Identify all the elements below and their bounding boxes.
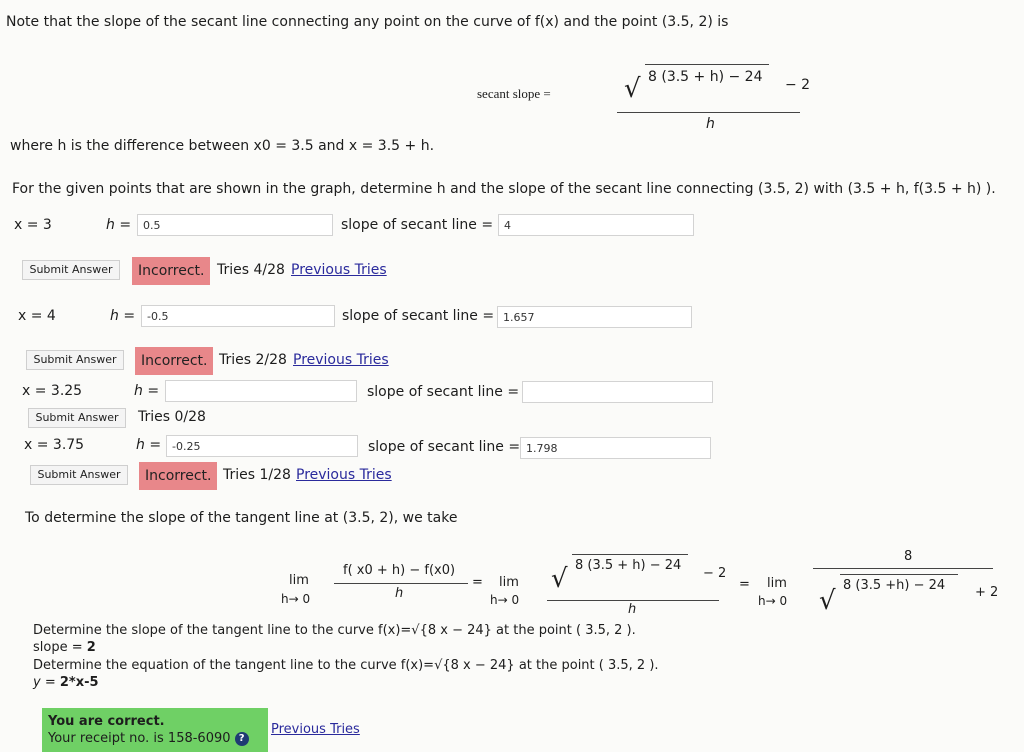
h-to-0-2: h→ 0 [490, 593, 520, 607]
secant-slope-label: secant slope = [477, 86, 551, 101]
slope-answer: 2 [86, 640, 96, 655]
limit-fraction-bar-2 [547, 600, 719, 601]
intro-text: Note that the slope of the secant line connecting any point on the curve of f(x) and the point (3.5, 2) is [6, 14, 729, 30]
row3-x-label: x = 3.25 [22, 383, 83, 399]
row1-slope-input[interactable]: 4 [498, 214, 694, 236]
row2-submit-button[interactable]: Submit Answer [26, 350, 124, 370]
row1-slope-label: slope of secant line = [341, 217, 494, 233]
row4-slope-label: slope of secant line = [368, 439, 521, 455]
limit-fraction-bar-3 [813, 568, 993, 569]
equals-2: = [739, 577, 750, 592]
correct-box [42, 708, 268, 752]
limit-denominator-2: h [628, 602, 637, 617]
limit-fraction-bar-1 [334, 583, 468, 584]
slope-label: slope = [33, 640, 83, 655]
row1-h-label: h = [106, 217, 132, 233]
where-text: where h is the difference between x0 = 3.5 and x = 3.5 + h. [10, 138, 435, 154]
limit-numerator-1: f( x0 + h) − f(x0) [343, 563, 456, 578]
lim-3: lim [767, 576, 787, 591]
limit-minus-two: − 2 [703, 566, 727, 581]
row2-previous-tries-link[interactable]: Previous Tries [293, 352, 389, 368]
row1-previous-tries-link[interactable]: Previous Tries [291, 262, 387, 278]
row1-tries: Tries 4/28 [217, 262, 285, 278]
row2-h-input[interactable]: -0.5 [141, 305, 335, 327]
row2-h-label: h = [110, 308, 136, 324]
row4-previous-tries-link[interactable]: Previous Tries [296, 467, 392, 483]
row3-h-input[interactable] [165, 380, 357, 402]
final-previous-tries-link[interactable]: Previous Tries [271, 722, 360, 737]
limit-radicand-3: 8 (3.5 +h) − 24 [843, 578, 946, 593]
row1-x-label: x = 3 [14, 217, 52, 233]
row4-h-input[interactable]: -0.25 [166, 435, 358, 457]
row3-tries: Tries 0/28 [138, 409, 206, 425]
secant-denominator: h [706, 116, 715, 132]
radical-sign-icon: √ [624, 74, 641, 104]
radical-sign-icon-2: √ [551, 564, 568, 594]
radical-overline-2 [572, 554, 688, 555]
row4-x-label: x = 3.75 [24, 437, 85, 453]
h-to-0-3: h→ 0 [758, 594, 788, 608]
secant-fraction-bar [617, 112, 800, 113]
radical-sign-icon-3: √ [819, 586, 836, 616]
row4-slope-input[interactable]: 1.798 [520, 437, 711, 459]
lim-2: lim [499, 575, 519, 590]
y-label: y = [33, 675, 56, 690]
row3-h-label: h = [134, 383, 160, 399]
h-to-0-1: h→ 0 [281, 592, 311, 606]
row1-submit-button[interactable]: Submit Answer [22, 260, 120, 280]
radical-overline-3 [840, 574, 958, 575]
row4-tries: Tries 1/28 [223, 467, 291, 483]
row4-incorrect-badge: Incorrect. [139, 462, 217, 490]
limit-plus-two: + 2 [975, 585, 999, 600]
limit-numerator-3: 8 [904, 549, 913, 564]
row3-slope-label: slope of secant line = [367, 384, 520, 400]
slope-question: Determine the slope of the tangent line to the curve f(x)=√{8 x − 24} at the point ( 3.5, 2 ). [33, 623, 636, 638]
limit-radicand-2: 8 (3.5 + h) − 24 [575, 558, 682, 573]
row2-slope-input[interactable]: 1.657 [497, 306, 692, 328]
tangent-intro: To determine the slope of the tangent line at (3.5, 2), we take [25, 510, 458, 526]
row2-incorrect-badge: Incorrect. [135, 347, 213, 375]
row4-submit-button[interactable]: Submit Answer [30, 465, 128, 485]
equation-answer-line [33, 675, 99, 690]
correct-title: You are correct. [48, 714, 165, 729]
help-icon[interactable]: ? [235, 732, 249, 746]
instruction-text: For the given points that are shown in the graph, determine h and the slope of the secant line connecting (3.5, 2) with (3.5 + h, f(3.5 + h) ). [12, 181, 996, 197]
row1-h-input[interactable]: 0.5 [137, 214, 333, 236]
lim-1: lim [289, 573, 309, 588]
row2-tries: Tries 2/28 [219, 352, 287, 368]
row2-slope-label: slope of secant line = [342, 308, 495, 324]
row1-incorrect-badge: Incorrect. [132, 257, 210, 285]
limit-denominator-1: h [395, 586, 404, 601]
equation-question: Determine the equation of the tangent line to the curve f(x)=√{8 x − 24} at the point ( 3.5, 2 ). [33, 658, 659, 673]
row3-slope-input[interactable] [522, 381, 713, 403]
equals-1: = [472, 575, 483, 590]
secant-radicand: 8 (3.5 + h) − 24 [648, 69, 763, 85]
row3-submit-button[interactable]: Submit Answer [28, 408, 126, 428]
radical-overline [645, 64, 769, 65]
row2-x-label: x = 4 [18, 308, 56, 324]
secant-minus-two: − 2 [785, 77, 811, 93]
row4-h-label: h = [136, 437, 162, 453]
slope-answer-line [33, 640, 96, 655]
receipt-text: Your receipt no. is 158-6090 [48, 731, 231, 746]
receipt-line [48, 730, 262, 747]
y-answer: 2*x-5 [59, 675, 99, 690]
